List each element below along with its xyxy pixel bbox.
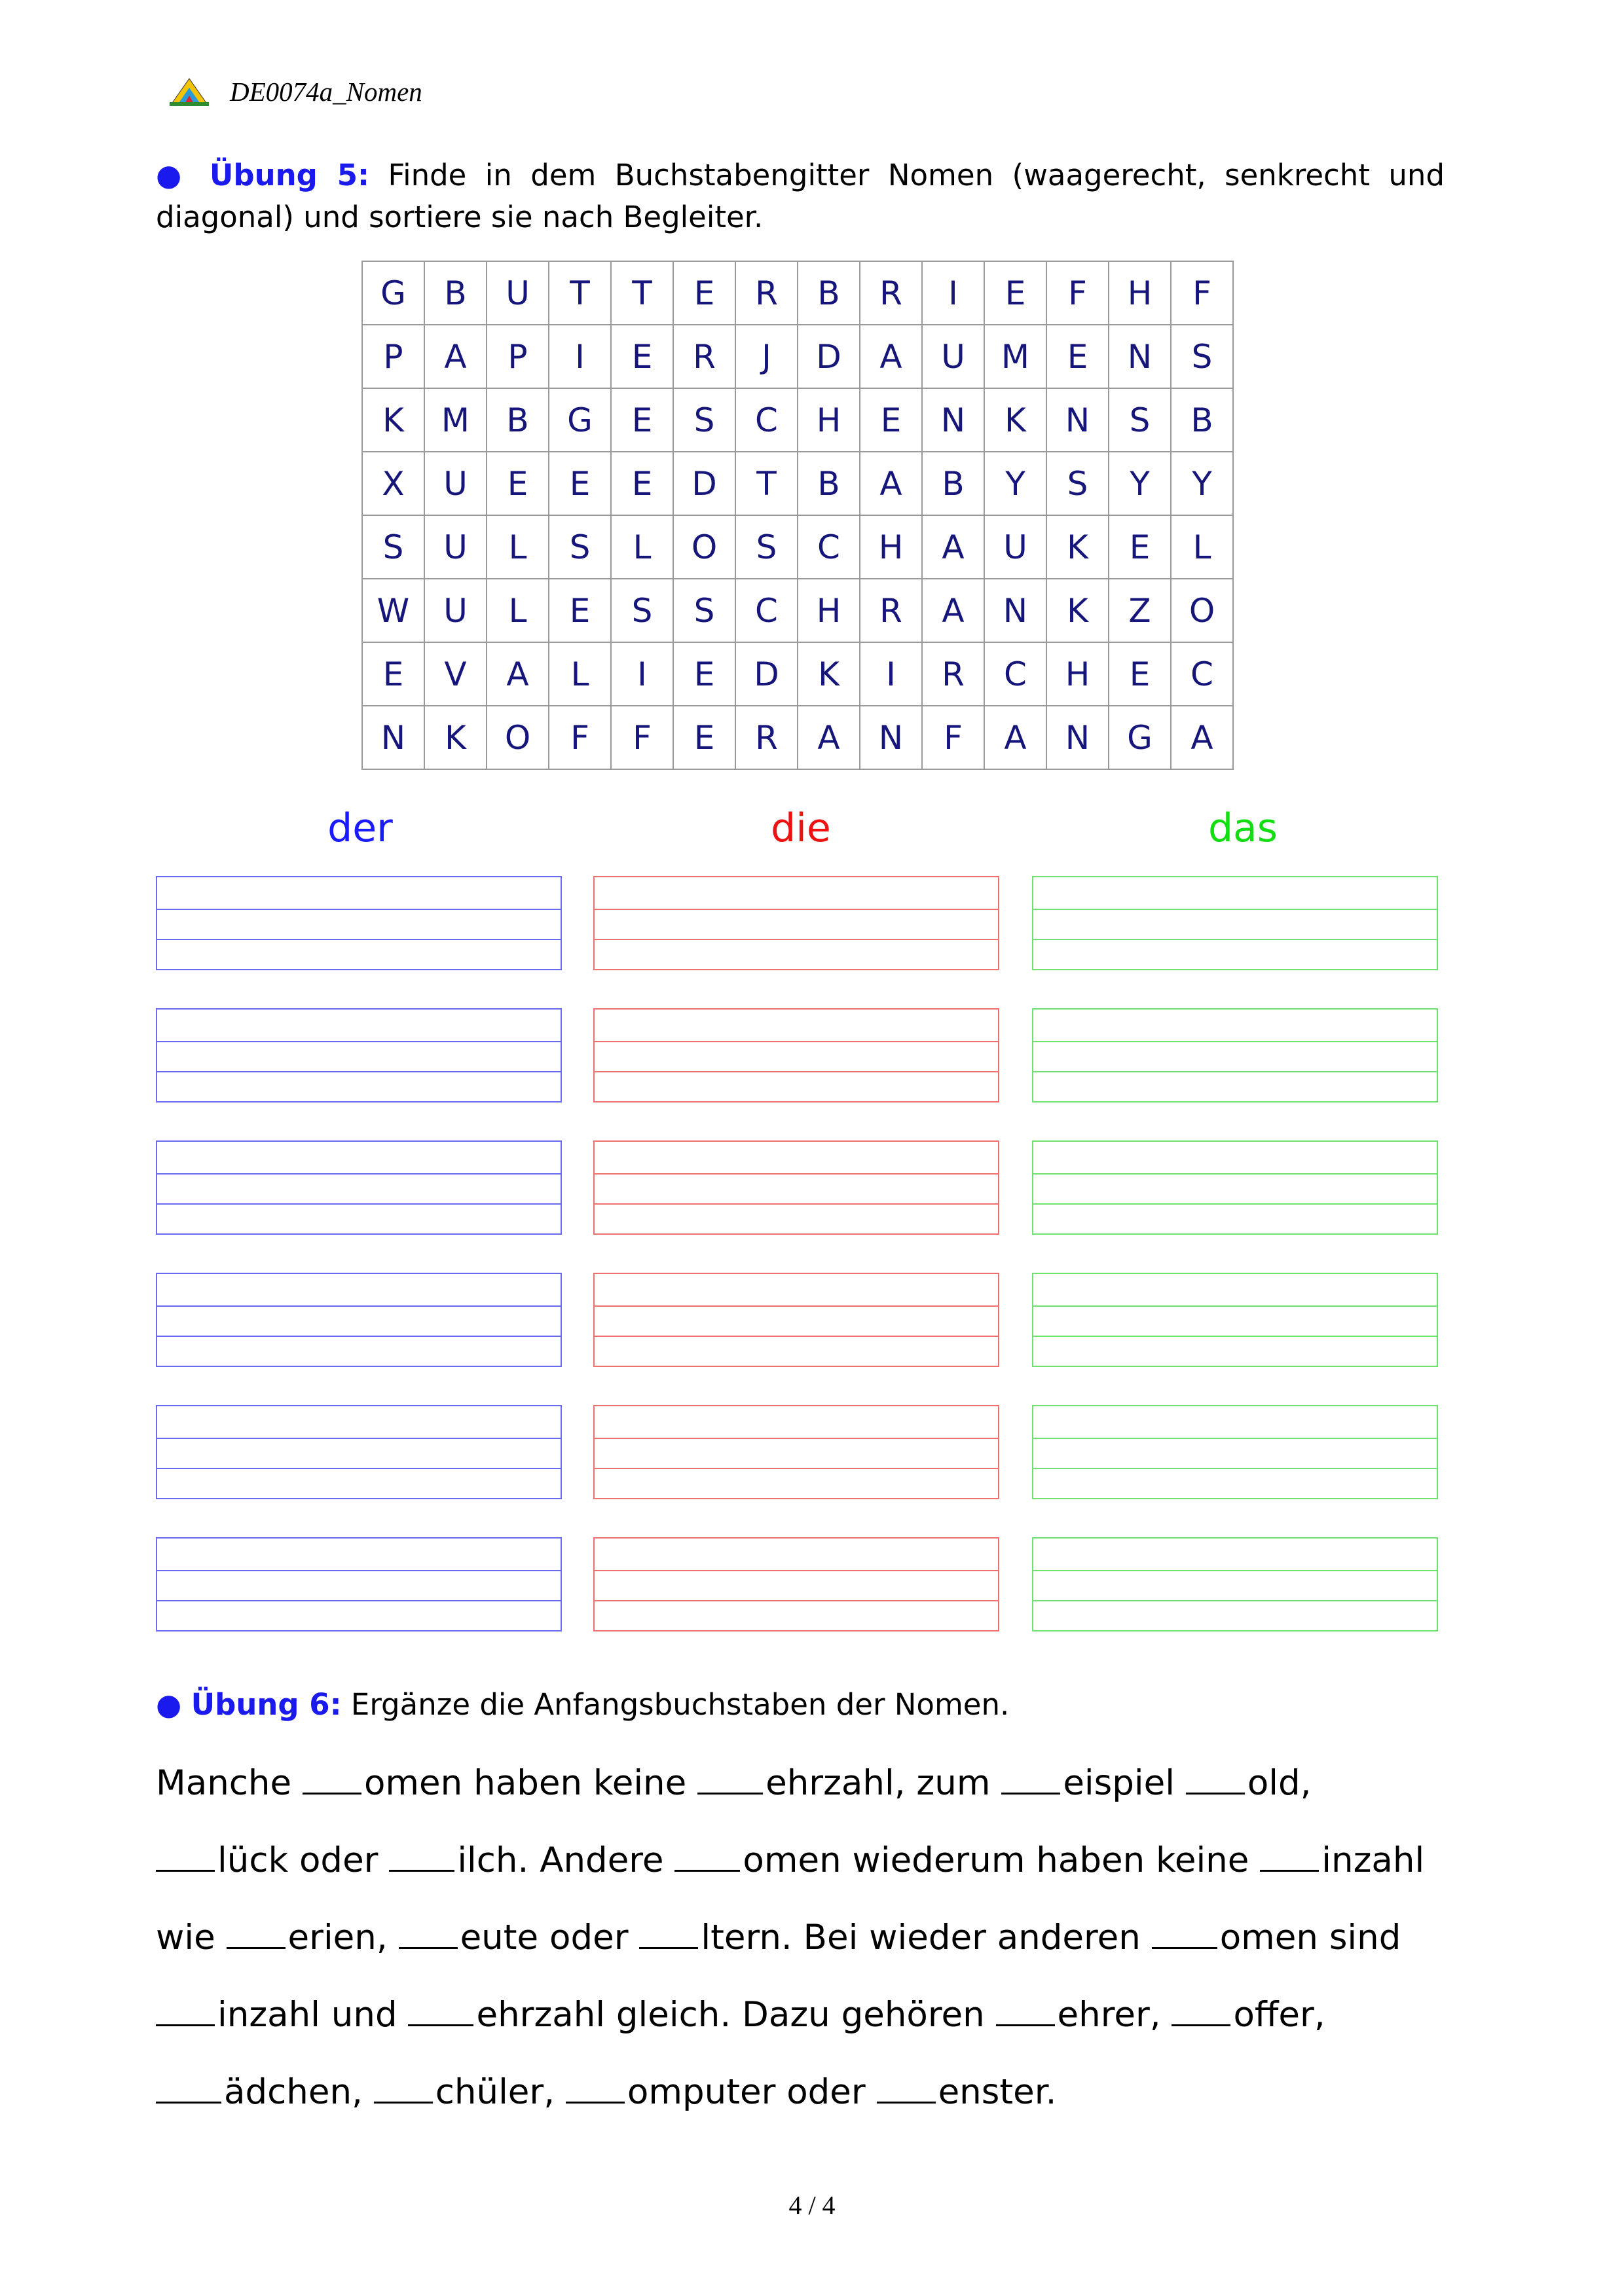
writing-line (157, 1071, 561, 1072)
grid-cell[interactable]: U (424, 452, 487, 515)
grid-cell[interactable]: S (1171, 325, 1233, 388)
blank-field[interactable] (674, 1840, 740, 1872)
text-fragment: omen (364, 1763, 463, 1803)
writing-line (1033, 909, 1437, 910)
text-fragment: Manche (156, 1763, 292, 1803)
writing-lines-das[interactable] (1032, 876, 1438, 970)
writing-line (1033, 1041, 1437, 1042)
grid-row (362, 642, 1233, 706)
grid-cell[interactable]: C (735, 579, 798, 642)
writing-line (1033, 1600, 1437, 1601)
writing-line (157, 1203, 561, 1205)
grid-cell[interactable]: K (1046, 579, 1109, 642)
grid-cell[interactable]: E (549, 579, 611, 642)
writing-line (157, 1600, 561, 1601)
grid-cell[interactable]: B (798, 261, 860, 325)
text-fragment: ehrzahl gleich. Dazu gehören (476, 1995, 985, 2035)
text-fragment: ehrzahl, (766, 1763, 906, 1803)
grid-cell[interactable]: L (487, 579, 549, 642)
page-number: 4 / 4 (788, 2191, 836, 2220)
grid-cell[interactable]: R (735, 706, 798, 769)
grid-cell[interactable]: N (362, 706, 424, 769)
grid-cell[interactable]: A (1171, 706, 1233, 769)
grid-cell[interactable]: E (1109, 642, 1171, 706)
text-fragment: inzahl (1321, 1840, 1425, 1880)
grid-cell[interactable]: M (984, 325, 1046, 388)
grid-cell[interactable]: I (549, 325, 611, 388)
grid-cell[interactable]: P (362, 325, 424, 388)
grid-cell[interactable]: L (487, 515, 549, 579)
grid-cell[interactable]: K (984, 388, 1046, 452)
grid-cell[interactable]: H (798, 388, 860, 452)
exercise-5-instruction: Finde in dem Buchstabengitter Nomen (waagerecht, senkrecht und diagonal) und sortiere sie nach Begleiter. (156, 158, 1445, 234)
blank-field[interactable] (639, 1917, 698, 1949)
grid-cell[interactable]: D (735, 642, 798, 706)
document-title: DE0074a_Nomen (230, 77, 422, 107)
grid-cell[interactable]: A (860, 325, 922, 388)
grid-cell[interactable]: M (424, 388, 487, 452)
grid-cell[interactable]: C (735, 388, 798, 452)
grid-cell[interactable]: N (1046, 706, 1109, 769)
grid-cell[interactable]: A (798, 706, 860, 769)
text-fragment: keine (593, 1763, 687, 1803)
grid-cell[interactable]: S (1109, 388, 1171, 452)
grid-cell[interactable]: E (984, 261, 1046, 325)
grid-cell[interactable]: A (984, 706, 1046, 769)
cloze-line (156, 1899, 1445, 1977)
writing-line (1033, 1173, 1437, 1175)
grid-cell[interactable]: S (673, 579, 735, 642)
grid-cell[interactable]: P (487, 325, 549, 388)
column-header-das: das (1208, 805, 1278, 851)
writing-line (157, 1468, 561, 1469)
writing-line (595, 1173, 998, 1175)
blank-field[interactable] (1172, 1994, 1230, 2026)
writing-lines-der[interactable] (156, 1405, 562, 1499)
grid-cell[interactable]: S (1046, 452, 1109, 515)
blank-field[interactable] (566, 2071, 625, 2104)
grid-cell[interactable]: Y (1109, 452, 1171, 515)
writing-lines-der[interactable] (156, 1008, 562, 1102)
grid-cell[interactable]: F (611, 706, 673, 769)
grid-cell[interactable]: R (860, 261, 922, 325)
grid-cell[interactable]: V (424, 642, 487, 706)
writing-lines-das[interactable] (1032, 1537, 1438, 1631)
grid-row (362, 388, 1233, 452)
grid-cell[interactable]: E (673, 642, 735, 706)
blank-field[interactable] (877, 2071, 936, 2104)
grid-cell[interactable]: B (487, 388, 549, 452)
grid-cell[interactable]: I (611, 642, 673, 706)
blank-field[interactable] (1152, 1917, 1217, 1949)
header (168, 72, 422, 111)
text-fragment: haben (473, 1763, 583, 1803)
grid-cell[interactable]: A (922, 515, 984, 579)
grid-cell[interactable]: E (860, 388, 922, 452)
blank-field[interactable] (1001, 1762, 1060, 1795)
writing-lines-die[interactable] (593, 1537, 999, 1631)
grid-cell[interactable]: T (735, 452, 798, 515)
grid-cell[interactable]: Y (984, 452, 1046, 515)
writing-lines-das[interactable] (1032, 1405, 1438, 1499)
writing-lines-der[interactable] (156, 1537, 562, 1631)
grid-cell[interactable]: N (860, 706, 922, 769)
writing-line (157, 1570, 561, 1571)
grid-cell[interactable]: A (922, 579, 984, 642)
grid-row (362, 706, 1233, 769)
column-header-die: die (771, 805, 831, 851)
grid-cell[interactable]: O (1171, 579, 1233, 642)
grid-cell[interactable]: E (1046, 325, 1109, 388)
grid-cell[interactable]: B (798, 452, 860, 515)
grid-cell[interactable]: X (362, 452, 424, 515)
grid-cell[interactable]: A (860, 452, 922, 515)
writing-line (595, 1071, 998, 1072)
grid-cell[interactable]: F (1046, 261, 1109, 325)
grid-cell[interactable]: W (362, 579, 424, 642)
grid-cell[interactable]: E (673, 706, 735, 769)
letter-grid (361, 261, 1234, 770)
grid-cell[interactable]: Y (1171, 452, 1233, 515)
text-fragment: omen wiederum haben keine (743, 1840, 1249, 1880)
writing-line (157, 939, 561, 940)
writing-line (157, 1041, 561, 1042)
text-fragment: erien, (287, 1918, 388, 1958)
grid-row (362, 261, 1233, 325)
blank-field[interactable] (697, 1762, 763, 1795)
column-header-der: der (327, 805, 393, 851)
blank-field[interactable] (399, 1917, 458, 1949)
writing-lines-die[interactable] (593, 1273, 999, 1367)
grid-cell[interactable]: L (1171, 515, 1233, 579)
grid-row (362, 452, 1233, 515)
grid-cell[interactable]: F (922, 706, 984, 769)
blank-field[interactable] (1186, 1762, 1245, 1795)
grid-cell[interactable]: S (673, 388, 735, 452)
writing-line (595, 1336, 998, 1337)
grid-cell[interactable]: S (549, 515, 611, 579)
grid-cell[interactable]: G (362, 261, 424, 325)
text-fragment: wie (156, 1918, 215, 1958)
blank-field[interactable] (156, 2071, 221, 2104)
grid-cell[interactable]: K (362, 388, 424, 452)
cloze-line (156, 1745, 1445, 1822)
blank-field[interactable] (1260, 1840, 1319, 1872)
grid-cell[interactable]: R (860, 579, 922, 642)
blank-field[interactable] (374, 2071, 433, 2104)
writing-line (157, 1438, 561, 1439)
blank-field[interactable] (389, 1840, 454, 1872)
grid-cell[interactable]: D (798, 325, 860, 388)
grid-cell[interactable]: B (922, 452, 984, 515)
grid-cell[interactable]: G (1109, 706, 1171, 769)
writing-lines-area (156, 876, 1446, 1635)
grid-cell[interactable]: R (673, 325, 735, 388)
grid-cell[interactable]: I (922, 261, 984, 325)
text-fragment: offer, (1233, 1995, 1325, 2035)
grid-cell[interactable]: U (984, 515, 1046, 579)
text-fragment: eute oder (460, 1918, 629, 1958)
exercise-5-label: Übung 5: (209, 158, 370, 192)
writing-line (595, 939, 998, 940)
grid-row (362, 325, 1233, 388)
grid-cell[interactable]: H (1046, 642, 1109, 706)
text-fragment: eispiel (1063, 1763, 1175, 1803)
logo-icon (168, 76, 210, 107)
text-fragment: omputer oder (627, 2072, 866, 2112)
grid-cell[interactable]: F (1171, 261, 1233, 325)
grid-cell[interactable]: L (549, 642, 611, 706)
bullet-icon: ● (156, 1687, 182, 1722)
grid-cell[interactable]: E (487, 452, 549, 515)
writing-line (1033, 1438, 1437, 1439)
grid-cell[interactable]: O (487, 706, 549, 769)
writing-line (157, 1173, 561, 1175)
grid-cell[interactable]: A (487, 642, 549, 706)
grid-cell[interactable]: F (549, 706, 611, 769)
grid-cell[interactable]: C (1171, 642, 1233, 706)
grid-cell[interactable]: O (673, 515, 735, 579)
writing-lines-der[interactable] (156, 876, 562, 970)
writing-line (1033, 1468, 1437, 1469)
grid-cell[interactable]: I (860, 642, 922, 706)
grid-row (362, 579, 1233, 642)
grid-cell[interactable]: G (549, 388, 611, 452)
grid-cell[interactable]: E (611, 388, 673, 452)
grid-cell[interactable]: N (1109, 325, 1171, 388)
writing-line (595, 1600, 998, 1601)
writing-lines-die[interactable] (593, 1140, 999, 1235)
grid-cell[interactable]: H (860, 515, 922, 579)
grid-cell[interactable]: J (735, 325, 798, 388)
writing-line (1033, 1570, 1437, 1571)
text-fragment: ädchen, (224, 2072, 363, 2112)
writing-line (1033, 1305, 1437, 1307)
grid-row (362, 515, 1233, 579)
text-fragment: chüler, (435, 2072, 555, 2112)
writing-line (157, 1336, 561, 1337)
grid-cell[interactable]: E (1109, 515, 1171, 579)
cloze-text (156, 1745, 1445, 2131)
grid-cell[interactable]: U (922, 325, 984, 388)
grid-cell[interactable]: L (611, 515, 673, 579)
grid-cell[interactable]: E (549, 452, 611, 515)
grid-cell[interactable]: A (424, 325, 487, 388)
grid-cell[interactable]: N (1046, 388, 1109, 452)
writing-line (595, 1438, 998, 1439)
cloze-line (156, 1977, 1445, 2054)
grid-cell[interactable]: B (424, 261, 487, 325)
writing-lines-die[interactable] (593, 876, 999, 970)
grid-cell[interactable]: T (611, 261, 673, 325)
exercise-6-heading (156, 1684, 1445, 1726)
writing-line (595, 1468, 998, 1469)
writing-line (595, 1305, 998, 1307)
grid-cell[interactable]: S (735, 515, 798, 579)
exercise-6-instruction: Ergänze die Anfangsbuchstaben der Nomen. (350, 1687, 1010, 1722)
grid-cell[interactable]: Z (1109, 579, 1171, 642)
grid-cell[interactable]: S (611, 579, 673, 642)
grid-cell[interactable]: B (1171, 388, 1233, 452)
text-fragment: omen sind (1219, 1918, 1401, 1958)
writing-line (1033, 1071, 1437, 1072)
writing-line (1033, 1203, 1437, 1205)
grid-cell[interactable]: S (362, 515, 424, 579)
blank-field[interactable] (227, 1917, 286, 1949)
writing-lines-das[interactable] (1032, 1273, 1438, 1367)
text-fragment: lück oder (217, 1840, 378, 1880)
bullet-icon: ● (156, 158, 191, 192)
grid-cell[interactable]: U (487, 261, 549, 325)
writing-line (595, 1570, 998, 1571)
grid-cell[interactable]: H (1109, 261, 1171, 325)
text-fragment: inzahl und (217, 1995, 397, 2035)
cloze-line (156, 2054, 1445, 2131)
blank-field[interactable] (303, 1762, 361, 1795)
grid-cell[interactable]: T (549, 261, 611, 325)
exercise-6-label: Übung 6: (191, 1687, 342, 1722)
text-fragment: ehrer, (1057, 1995, 1161, 2035)
grid-cell[interactable]: E (362, 642, 424, 706)
grid-cell[interactable]: E (673, 261, 735, 325)
writing-lines-die[interactable] (593, 1008, 999, 1102)
grid-cell[interactable]: N (984, 579, 1046, 642)
text-fragment: ltern. Bei wieder anderen (701, 1918, 1141, 1958)
grid-cell[interactable]: E (611, 325, 673, 388)
writing-line (157, 909, 561, 910)
writing-line (595, 909, 998, 910)
grid-cell[interactable]: H (798, 579, 860, 642)
blank-field[interactable] (408, 1994, 473, 2026)
grid-cell[interactable]: R (735, 261, 798, 325)
text-fragment: enster. (938, 2072, 1057, 2112)
blank-field[interactable] (996, 1994, 1055, 2026)
grid-cell[interactable]: K (1046, 515, 1109, 579)
writing-lines-der[interactable] (156, 1140, 562, 1235)
blank-field[interactable] (156, 1840, 215, 1872)
writing-line (1033, 1336, 1437, 1337)
grid-cell[interactable]: D (673, 452, 735, 515)
grid-cell[interactable]: U (424, 579, 487, 642)
text-fragment: zum (916, 1763, 991, 1803)
writing-line (157, 1305, 561, 1307)
exercise-5-heading (156, 155, 1445, 238)
writing-lines-der[interactable] (156, 1273, 562, 1367)
writing-line (595, 1203, 998, 1205)
text-fragment: old, (1247, 1763, 1312, 1803)
writing-lines-die[interactable] (593, 1405, 999, 1499)
grid-cell[interactable]: K (798, 642, 860, 706)
writing-lines-das[interactable] (1032, 1140, 1438, 1235)
grid-cell[interactable]: C (798, 515, 860, 579)
text-fragment: ilch. Andere (457, 1840, 664, 1880)
grid-cell[interactable]: R (922, 642, 984, 706)
grid-cell[interactable]: U (424, 515, 487, 579)
grid-cell[interactable]: C (984, 642, 1046, 706)
grid-cell[interactable]: K (424, 706, 487, 769)
writing-line (595, 1041, 998, 1042)
writing-line (1033, 939, 1437, 940)
blank-field[interactable] (156, 1994, 215, 2026)
grid-cell[interactable]: N (922, 388, 984, 452)
writing-lines-das[interactable] (1032, 1008, 1438, 1102)
cloze-line (156, 1822, 1445, 1899)
grid-cell[interactable]: E (611, 452, 673, 515)
